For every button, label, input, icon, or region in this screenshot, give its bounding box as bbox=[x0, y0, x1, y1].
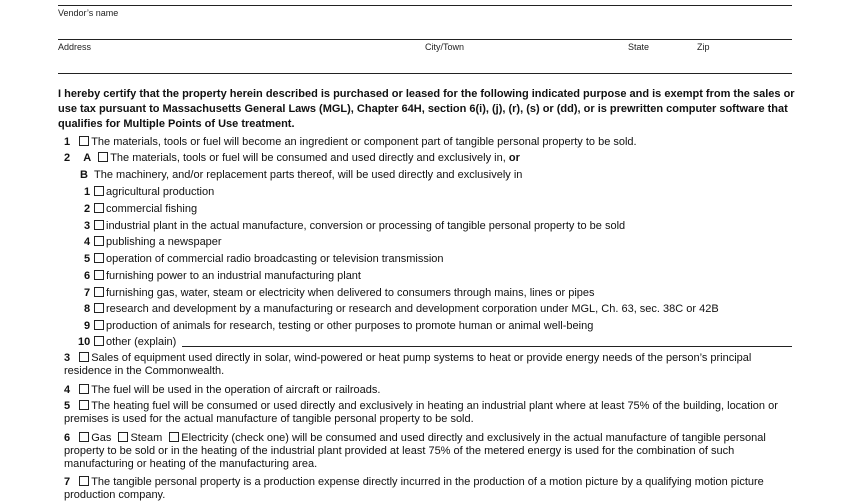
item-number: 1 bbox=[64, 136, 71, 148]
item-number: 6 bbox=[84, 270, 91, 282]
broadcasting-checkbox[interactable] bbox=[94, 253, 104, 263]
item-4-checkbox[interactable] bbox=[79, 384, 89, 394]
item-4 bbox=[64, 384, 380, 397]
other-explain-field[interactable] bbox=[182, 346, 792, 347]
or-text: or bbox=[508, 152, 520, 164]
sub-item-3 bbox=[84, 220, 625, 233]
city-label: City/Town bbox=[425, 42, 465, 52]
item-number: 1 bbox=[84, 186, 91, 198]
research-checkbox[interactable] bbox=[94, 303, 104, 313]
newspaper-checkbox[interactable] bbox=[94, 236, 104, 246]
vendor-name-field[interactable] bbox=[58, 39, 792, 40]
sub-item-10 bbox=[78, 336, 176, 349]
item-text: Sales of equipment used directly in solar, wind-powered or heat pump systems to heat or provide energy needs of the person’s principal residence in the Commonwealth. bbox=[64, 352, 752, 377]
item-text: research and development by a manufacturing or research and development corporation under MGL, Ch. 63, sec. 38C or 42B bbox=[106, 303, 719, 315]
item-text: other (explain) bbox=[106, 336, 177, 348]
steam-checkbox[interactable] bbox=[118, 432, 128, 442]
steam-label: Steam bbox=[130, 432, 163, 444]
item-6 bbox=[64, 432, 789, 471]
item-number: 4 bbox=[84, 236, 91, 248]
item-text: agricultural production bbox=[106, 186, 215, 198]
item-text: furnishing power to an industrial manufacturing plant bbox=[106, 270, 361, 282]
item-text: The materials, tools or fuel will be consumed and used directly and exclusively in, bbox=[110, 152, 506, 164]
sub-item-7 bbox=[84, 287, 595, 300]
item-7 bbox=[64, 476, 789, 502]
sub-item-8 bbox=[84, 303, 719, 316]
certification-statement: I hereby certify that the property herein described is purchased or leased for the following indicated purpose and is exempt from the sales or use tax pursuant to Massachusetts General Laws (MGL), Chapter 64H, section 6(i), (j), (r), (s) or (dd), or is prewritten computer software that qualifies for Multiple Points of Use treatment. bbox=[58, 88, 795, 130]
item-number: 2 bbox=[64, 152, 71, 164]
item-1 bbox=[64, 136, 637, 149]
item-text: operation of commercial radio broadcasting or television transmission bbox=[106, 253, 444, 265]
item-text: The tangible personal property is a production expense directly incurred in the production of a motion picture by a qualifying motion picture production company. bbox=[64, 476, 764, 501]
item-text: industrial plant in the actual manufacture, conversion or processing of tangible personal property to be sold bbox=[106, 220, 626, 232]
sub-item-2 bbox=[84, 203, 197, 216]
industrial-plant-checkbox[interactable] bbox=[94, 220, 104, 230]
item-number: 10 bbox=[78, 336, 91, 348]
item-7-checkbox[interactable] bbox=[79, 476, 89, 486]
item-2b bbox=[80, 169, 522, 182]
sub-label-a: A bbox=[83, 152, 92, 164]
item-text: The materials, tools or fuel will become an ingredient or component part of tangible personal property to be sold. bbox=[91, 136, 637, 148]
item-number: 2 bbox=[84, 203, 91, 215]
item-text: The heating fuel will be consumed or used directly and exclusively in heating an industrial plant where at least 75% of the building, location or premises is used for the actual manufacture of tangible personal property to be sold. bbox=[64, 400, 778, 425]
item-number: 6 bbox=[64, 432, 71, 444]
item-number: 7 bbox=[64, 476, 71, 488]
item-2a-checkbox[interactable] bbox=[98, 152, 108, 162]
vendor-name-label: Vendor’s name bbox=[58, 8, 119, 18]
item-text: Electricity (check one) will be consumed and used directly and exclusively in the actual manufacture of tangible personal property to be sold or in the heating of the industrial plant provided at least 75% of the metered energy is used for the combination of such manufacturing or heating of the manufacturing area. bbox=[64, 432, 766, 470]
electricity-checkbox[interactable] bbox=[169, 432, 179, 442]
sub-item-9 bbox=[84, 320, 593, 333]
item-number: 3 bbox=[84, 220, 91, 232]
sub-item-4 bbox=[84, 236, 222, 249]
agricultural-checkbox[interactable] bbox=[94, 186, 104, 196]
item-5-checkbox[interactable] bbox=[79, 400, 89, 410]
item-text: publishing a newspaper bbox=[106, 236, 222, 248]
item-number: 9 bbox=[84, 320, 91, 332]
item-1-checkbox[interactable] bbox=[79, 136, 89, 146]
address-field[interactable] bbox=[58, 73, 792, 74]
item-number: 5 bbox=[84, 253, 91, 265]
animals-checkbox[interactable] bbox=[94, 320, 104, 330]
item-number: 8 bbox=[84, 303, 91, 315]
utilities-checkbox[interactable] bbox=[94, 287, 104, 297]
item-3 bbox=[64, 352, 789, 378]
sub-label-b: B bbox=[80, 169, 88, 181]
other-checkbox[interactable] bbox=[94, 336, 104, 346]
item-text: The machinery, and/or replacement parts thereof, will be used directly and exclusively in bbox=[94, 169, 523, 181]
gas-checkbox[interactable] bbox=[79, 432, 89, 442]
item-text: furnishing gas, water, steam or electricity when delivered to consumers through mains, lines or pipes bbox=[106, 287, 595, 299]
fishing-checkbox[interactable] bbox=[94, 203, 104, 213]
item-number: 7 bbox=[84, 287, 91, 299]
state-label: State bbox=[628, 42, 650, 52]
sub-item-5 bbox=[84, 253, 444, 266]
item-number: 5 bbox=[64, 400, 71, 412]
item-text: The fuel will be used in the operation of aircraft or railroads. bbox=[91, 384, 381, 396]
item-2a bbox=[64, 152, 520, 165]
item-5 bbox=[64, 400, 789, 426]
sub-item-6 bbox=[84, 270, 361, 283]
item-3-checkbox[interactable] bbox=[79, 352, 89, 362]
item-text: production of animals for research, testing or other purposes to promote human or animal well-being bbox=[106, 320, 594, 332]
item-number: 4 bbox=[64, 384, 71, 396]
address-label: Address bbox=[58, 42, 92, 52]
top-rule bbox=[58, 5, 792, 6]
sub-item-1 bbox=[84, 186, 214, 199]
gas-label: Gas bbox=[91, 432, 112, 444]
item-text: commercial fishing bbox=[106, 203, 198, 215]
power-checkbox[interactable] bbox=[94, 270, 104, 280]
zip-label: Zip bbox=[697, 42, 710, 52]
item-number: 3 bbox=[64, 352, 71, 364]
